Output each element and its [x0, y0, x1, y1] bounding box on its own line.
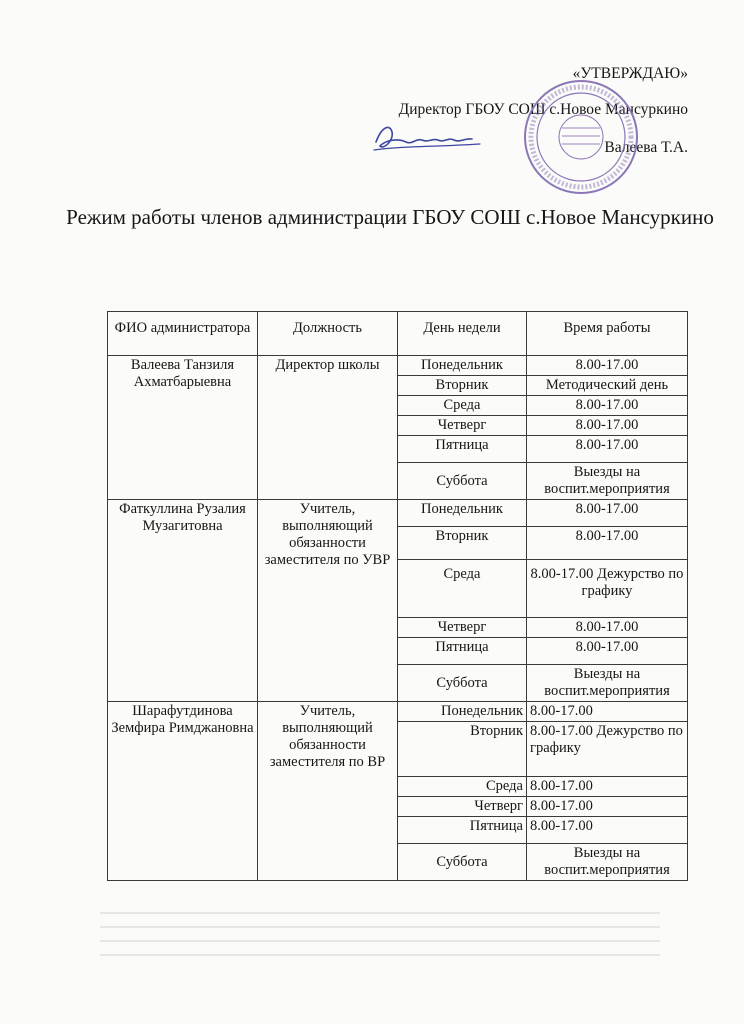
time-cell: 8.00-17.00 Дежурство по графику [527, 560, 688, 618]
header-fio: ФИО администратора [108, 312, 258, 356]
header-day: День недели [398, 312, 527, 356]
time-cell: 8.00-17.00 [527, 356, 688, 376]
day-cell: Понедельник [398, 500, 527, 527]
day-cell: Среда [398, 777, 527, 797]
admin-position: Директор школы [258, 356, 398, 500]
day-cell: Среда [398, 560, 527, 618]
day-cell: Суббота [398, 844, 527, 881]
admin-position: Учитель, выполняющий обязанности заместителя по УВР [258, 500, 398, 702]
table-row [108, 500, 688, 527]
time-cell: Выезды на воспит.мероприятия [527, 463, 688, 500]
day-cell: Суббота [398, 665, 527, 702]
day-cell: Среда [398, 396, 527, 416]
admin-position: Учитель, выполняющий обязанности заместителя по ВР [258, 702, 398, 881]
time-cell: 8.00-17.00 [527, 527, 688, 560]
signature-image [372, 120, 484, 156]
table-row [108, 356, 688, 376]
header-position: Должность [258, 312, 398, 356]
approval-name: Валеева Т.А. [604, 139, 688, 156]
approval-heading: «УТВЕРЖДАЮ» [572, 65, 688, 82]
day-cell: Пятница [398, 638, 527, 665]
time-cell: 8.00-17.00 [527, 797, 688, 817]
day-cell: Вторник [398, 527, 527, 560]
table-header-row [108, 312, 688, 356]
day-cell: Вторник [398, 722, 527, 777]
admin-name: Шарафутдинова Земфира Римджановна [108, 702, 258, 881]
time-cell: 8.00-17.00 [527, 436, 688, 463]
admin-name: Валеева Танзиля Ахматбарыевна [108, 356, 258, 500]
day-cell: Пятница [398, 817, 527, 844]
day-cell: Вторник [398, 376, 527, 396]
time-cell: 8.00-17.00 [527, 618, 688, 638]
time-cell: 8.00-17.00 [527, 500, 688, 527]
time-cell: 8.00-17.00 [527, 638, 688, 665]
school-seal-stamp [522, 78, 640, 196]
bleed-through-shadow [100, 900, 660, 990]
day-cell: Четверг [398, 416, 527, 436]
document-title: Режим работы членов администрации ГБОУ СОШ с.Новое Мансуркино [66, 205, 714, 229]
day-cell: Пятница [398, 436, 527, 463]
time-cell: Выезды на воспит.мероприятия [527, 844, 688, 881]
time-cell: 8.00-17.00 [527, 416, 688, 436]
day-cell: Понедельник [398, 356, 527, 376]
time-cell: Выезды на воспит.мероприятия [527, 665, 688, 702]
time-cell: 8.00-17.00 [527, 817, 688, 844]
day-cell: Четверг [398, 618, 527, 638]
day-cell: Четверг [398, 797, 527, 817]
time-cell: Методический день [527, 376, 688, 396]
header-time: Время работы [527, 312, 688, 356]
time-cell: 8.00-17.00 [527, 702, 688, 722]
admin-schedule-table [107, 311, 688, 881]
day-cell: Понедельник [398, 702, 527, 722]
day-cell: Суббота [398, 463, 527, 500]
table-row [108, 702, 688, 722]
approval-director: Директор ГБОУ СОШ с.Новое Мансуркино [398, 101, 688, 118]
time-cell: 8.00-17.00 Дежурство по графику [527, 722, 688, 777]
admin-name: Фаткуллина Рузалия Музагитовна [108, 500, 258, 702]
time-cell: 8.00-17.00 [527, 396, 688, 416]
time-cell: 8.00-17.00 [527, 777, 688, 797]
